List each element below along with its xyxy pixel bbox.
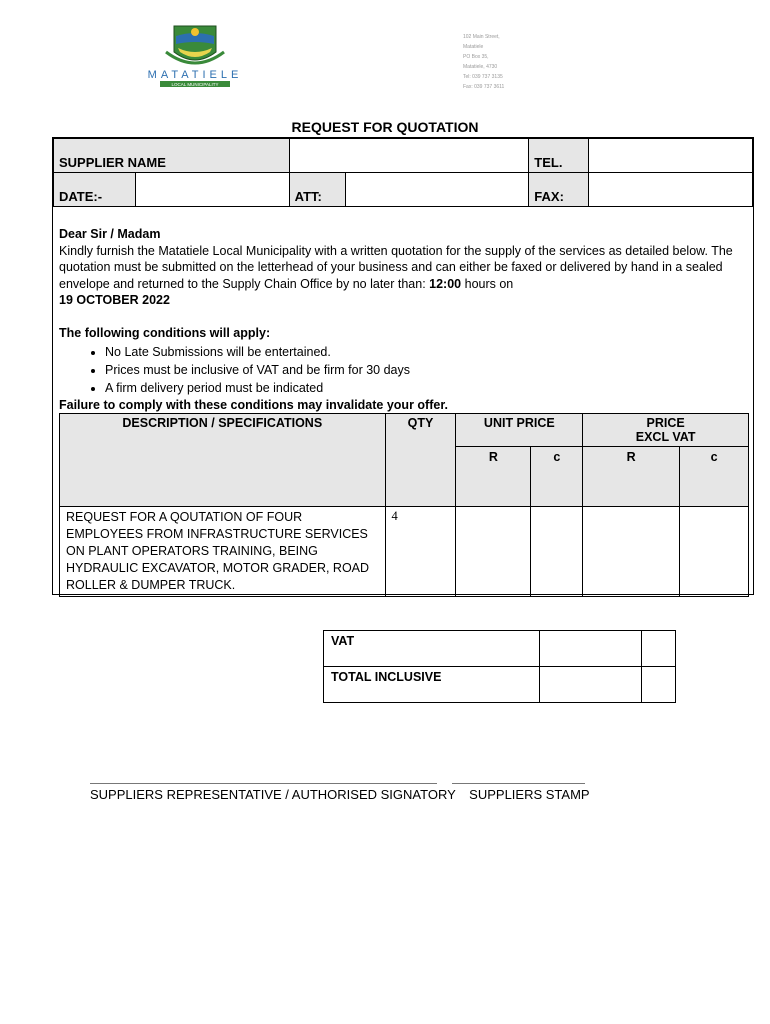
letter-body <box>59 226 749 397</box>
col-qty-header: QTY <box>385 414 456 507</box>
instruction-text-end: hours on <box>461 276 514 291</box>
date-field[interactable] <box>135 173 289 207</box>
conditions-list <box>59 343 749 397</box>
vat-c-field[interactable] <box>642 631 676 667</box>
total-r-field[interactable] <box>540 667 642 703</box>
fax-field[interactable] <box>589 173 753 207</box>
unit-c-field[interactable] <box>531 507 583 597</box>
col-unit-price-header: UNIT PRICE <box>456 414 583 447</box>
price-r-header: R <box>583 447 680 507</box>
address-line: 102 Main Street, <box>463 34 500 40</box>
price-c-header: c <box>680 447 749 507</box>
items-table <box>59 413 749 597</box>
table-row <box>60 507 749 597</box>
greeting: Dear Sir / Madam <box>59 227 161 241</box>
supplier-header-table <box>53 138 753 207</box>
deadline-time: 12:00 <box>429 276 462 291</box>
supplier-name-label: SUPPLIER NAME <box>54 139 290 173</box>
fax-label: FAX: <box>529 173 589 207</box>
failure-warning: Failure to comply with these conditions may invalidate your offer. <box>59 398 448 412</box>
signature-labels <box>90 787 590 802</box>
att-field[interactable] <box>345 173 529 207</box>
condition-item: • A firm delivery period must be indicated <box>105 379 749 397</box>
instruction-text: Kindly furnish the Matatiele Local Municipality with a written quotation for the supply of the services as detailed below. The quotation must be submitted on the letterhead of your business and can either be faxed or delivered by hand in a sealed envelope and returned to the Supply Chain Office by no later than: <box>59 243 733 291</box>
signatory-line[interactable] <box>90 783 437 784</box>
municipality-logo <box>130 22 260 88</box>
price-r-field[interactable] <box>583 507 680 597</box>
signatory-label: SUPPLIERS REPRESENTATIVE / AUTHORISED SIGNATORY <box>90 787 456 802</box>
totals-table <box>323 630 676 703</box>
price-c-field[interactable] <box>680 507 749 597</box>
logo-name: MATATIELE <box>147 69 243 81</box>
unit-r-header: R <box>456 447 531 507</box>
address-line: Fax: 039 737 3611 <box>463 84 505 90</box>
address-line: Matatiele, 4730 <box>463 64 498 70</box>
supplier-name-field[interactable] <box>289 139 529 173</box>
stamp-line[interactable] <box>452 783 585 784</box>
total-inclusive-label: TOTAL INCLUSIVE <box>324 667 540 703</box>
total-c-field[interactable] <box>642 667 676 703</box>
date-label: DATE:- <box>54 173 136 207</box>
col-price-header: PRICE EXCL VAT <box>583 414 749 447</box>
tel-field[interactable] <box>589 139 753 173</box>
tel-label: TEL. <box>529 139 589 173</box>
address-line: PO Box 35, <box>463 54 489 60</box>
stamp-label: SUPPLIERS STAMP <box>469 787 590 802</box>
logo-subtitle: LOCAL MUNICIPALITY <box>171 82 219 87</box>
condition-item: • Prices must be inclusive of VAT and be firm for 30 days <box>105 361 749 379</box>
address-block <box>463 32 504 92</box>
instruction-paragraph <box>59 243 749 293</box>
deadline-date: 19 OCTOBER 2022 <box>59 293 170 307</box>
col-description-header: DESCRIPTION / SPECIFICATIONS <box>60 414 386 507</box>
quotation-form <box>52 137 754 595</box>
condition-item: • No Late Submissions will be entertained. <box>105 343 749 361</box>
att-label: ATT: <box>289 173 345 207</box>
conditions-heading: The following conditions will apply: <box>59 325 271 340</box>
vat-label: VAT <box>324 631 540 667</box>
unit-r-field[interactable] <box>456 507 531 597</box>
address-line: Matatiele <box>463 44 484 50</box>
item-qty: 4 <box>385 507 456 597</box>
address-line: Tel: 039 737 3135 <box>463 74 503 80</box>
page-title: REQUEST FOR QUOTATION <box>291 119 479 135</box>
vat-r-field[interactable] <box>540 631 642 667</box>
item-description: REQUEST FOR A QOUTATION OF FOUR EMPLOYEES FROM INFRASTRUCTURE SERVICES ON PLANT OPERATORS TRAINING, BEING HYDRAULIC EXCAVATOR, MOTOR GRADER, ROAD ROLLER & DUMPER TRUCK. <box>60 507 386 597</box>
unit-c-header: c <box>531 447 583 507</box>
